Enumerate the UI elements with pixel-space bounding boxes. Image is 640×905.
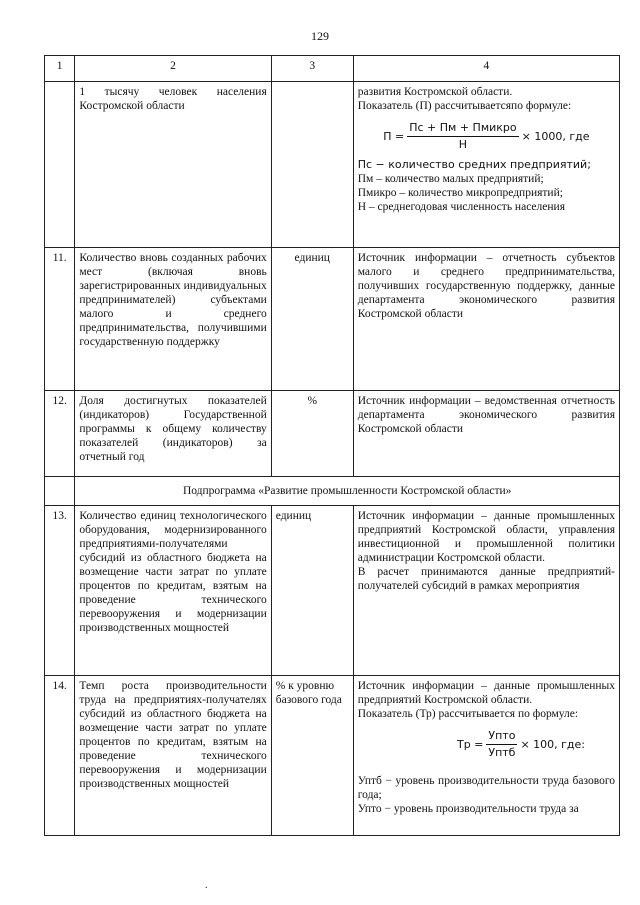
table-row — [45, 82, 620, 248]
indicator-cell: Темп роста производительности труда на предприятиях-получателях субсидий из областного бюджета на возмещение части затрат по уплате процентов по кредитам, взятым на проведение технического перевооружения и модернизации производственных мощностей — [75, 676, 271, 836]
table-row — [45, 676, 620, 836]
stray-mark: . — [205, 880, 208, 891]
definition-text: Н – среднегодовая численность населения — [357, 201, 565, 213]
formula — [358, 729, 615, 760]
formula-fraction — [486, 729, 517, 760]
subprogram-title: Подпрограмма «Развитие промышленности Костромской области» — [75, 477, 620, 506]
row-number-cell: 12. — [45, 391, 75, 477]
unit-cell: единиц — [271, 248, 353, 391]
row-number-cell: 13. — [45, 506, 75, 676]
method-cell — [353, 82, 619, 248]
definition-text: Пс − количество средних предприятий; — [357, 158, 591, 171]
subprogram-row — [45, 477, 620, 506]
indicator-table — [44, 55, 620, 836]
indicator-cell: Количество единиц технологического оборудования, модернизированного предприятиями-получателями субсидий из областного бюджета на возмещение части затрат по уплате процентов по кредитам, взятым на проведение технического перевооружения и модернизации производственных мощностей — [75, 506, 271, 676]
header-col-4: 4 — [353, 56, 619, 82]
definition-text: Пмикро – количество микропредприятий; — [357, 187, 563, 199]
formula-numerator: Упто — [486, 729, 517, 745]
formula-numerator: Пс + Пм + Пмикро — [407, 121, 518, 137]
row-number-cell — [45, 477, 75, 506]
row-number-cell — [45, 82, 75, 248]
formula-denominator: Н — [458, 138, 468, 151]
method-text: Источник информации – данные промышленных предприятий Костромской области, управления инвестиционной и промышленной политики администрации Костромской области. — [357, 510, 615, 564]
table-header-row — [45, 56, 620, 82]
formula-denominator: Уптб — [488, 746, 516, 759]
definition-text: Упто − уровень производительности труда за — [357, 803, 579, 815]
table-row — [45, 391, 620, 477]
method-cell: Источник информации – ведомственная отчетность департамента экономического развития Костромской области — [353, 391, 619, 477]
page-number: 129 — [311, 29, 329, 43]
method-text: Показатель (П) рассчитываетсяпо формуле: — [357, 100, 572, 112]
formula-lhs: П = — [383, 129, 405, 143]
method-text: развития Костромской области. — [357, 86, 513, 98]
formula-rhs: × 100, где: — [520, 737, 585, 751]
header-col-1: 1 — [45, 56, 75, 82]
table-row — [45, 248, 620, 391]
header-col-3: 3 — [271, 56, 353, 82]
indicator-cell: 1 тысячу человек населения Костромской области — [75, 82, 271, 248]
formula-lhs: Тр = — [456, 737, 484, 751]
indicator-cell: Количество вновь созданных рабочих мест (включая вновь зарегистрированных индивидуальных предпринимателей) субъектами малого и среднего предпринимательства, получившими государственную поддержку — [75, 248, 271, 391]
definition-text: Пм – количество малых предприятий; — [357, 173, 544, 185]
header-col-2: 2 — [75, 56, 271, 82]
formula — [358, 121, 615, 152]
definition-text: Уптб − уровень производительности труда базового года; — [357, 775, 615, 801]
method-cell: Источник информации – отчетность субъектов малого и среднего предпринимательства, получивших государственную поддержку, данные департамента экономического развития Костромской области — [353, 248, 619, 391]
method-cell — [353, 676, 619, 836]
method-text: Источник информации – данные промышленных предприятий Костромской области. — [357, 680, 615, 706]
indicator-cell: Доля достигнутых показателей (индикаторов) Государственной программы к общему количеству показателей (индикаторов) за отчетный год — [75, 391, 271, 477]
formula-rhs: × 1000, где — [521, 129, 590, 143]
method-cell — [353, 506, 619, 676]
unit-cell — [271, 82, 353, 248]
formula-fraction — [407, 121, 518, 152]
row-number-cell: 11. — [45, 248, 75, 391]
table-row — [45, 506, 620, 676]
row-number-cell: 14. — [45, 676, 75, 836]
unit-cell: единиц — [271, 506, 353, 676]
method-text: Показатель (Тр) рассчитывается по формуле: — [357, 708, 579, 720]
unit-cell: % к уровню базового года — [271, 676, 353, 836]
unit-cell: % — [271, 391, 353, 477]
method-text: В расчет принимаются данные предприятий-получателей субсидий в рамках мероприятия — [357, 566, 615, 592]
